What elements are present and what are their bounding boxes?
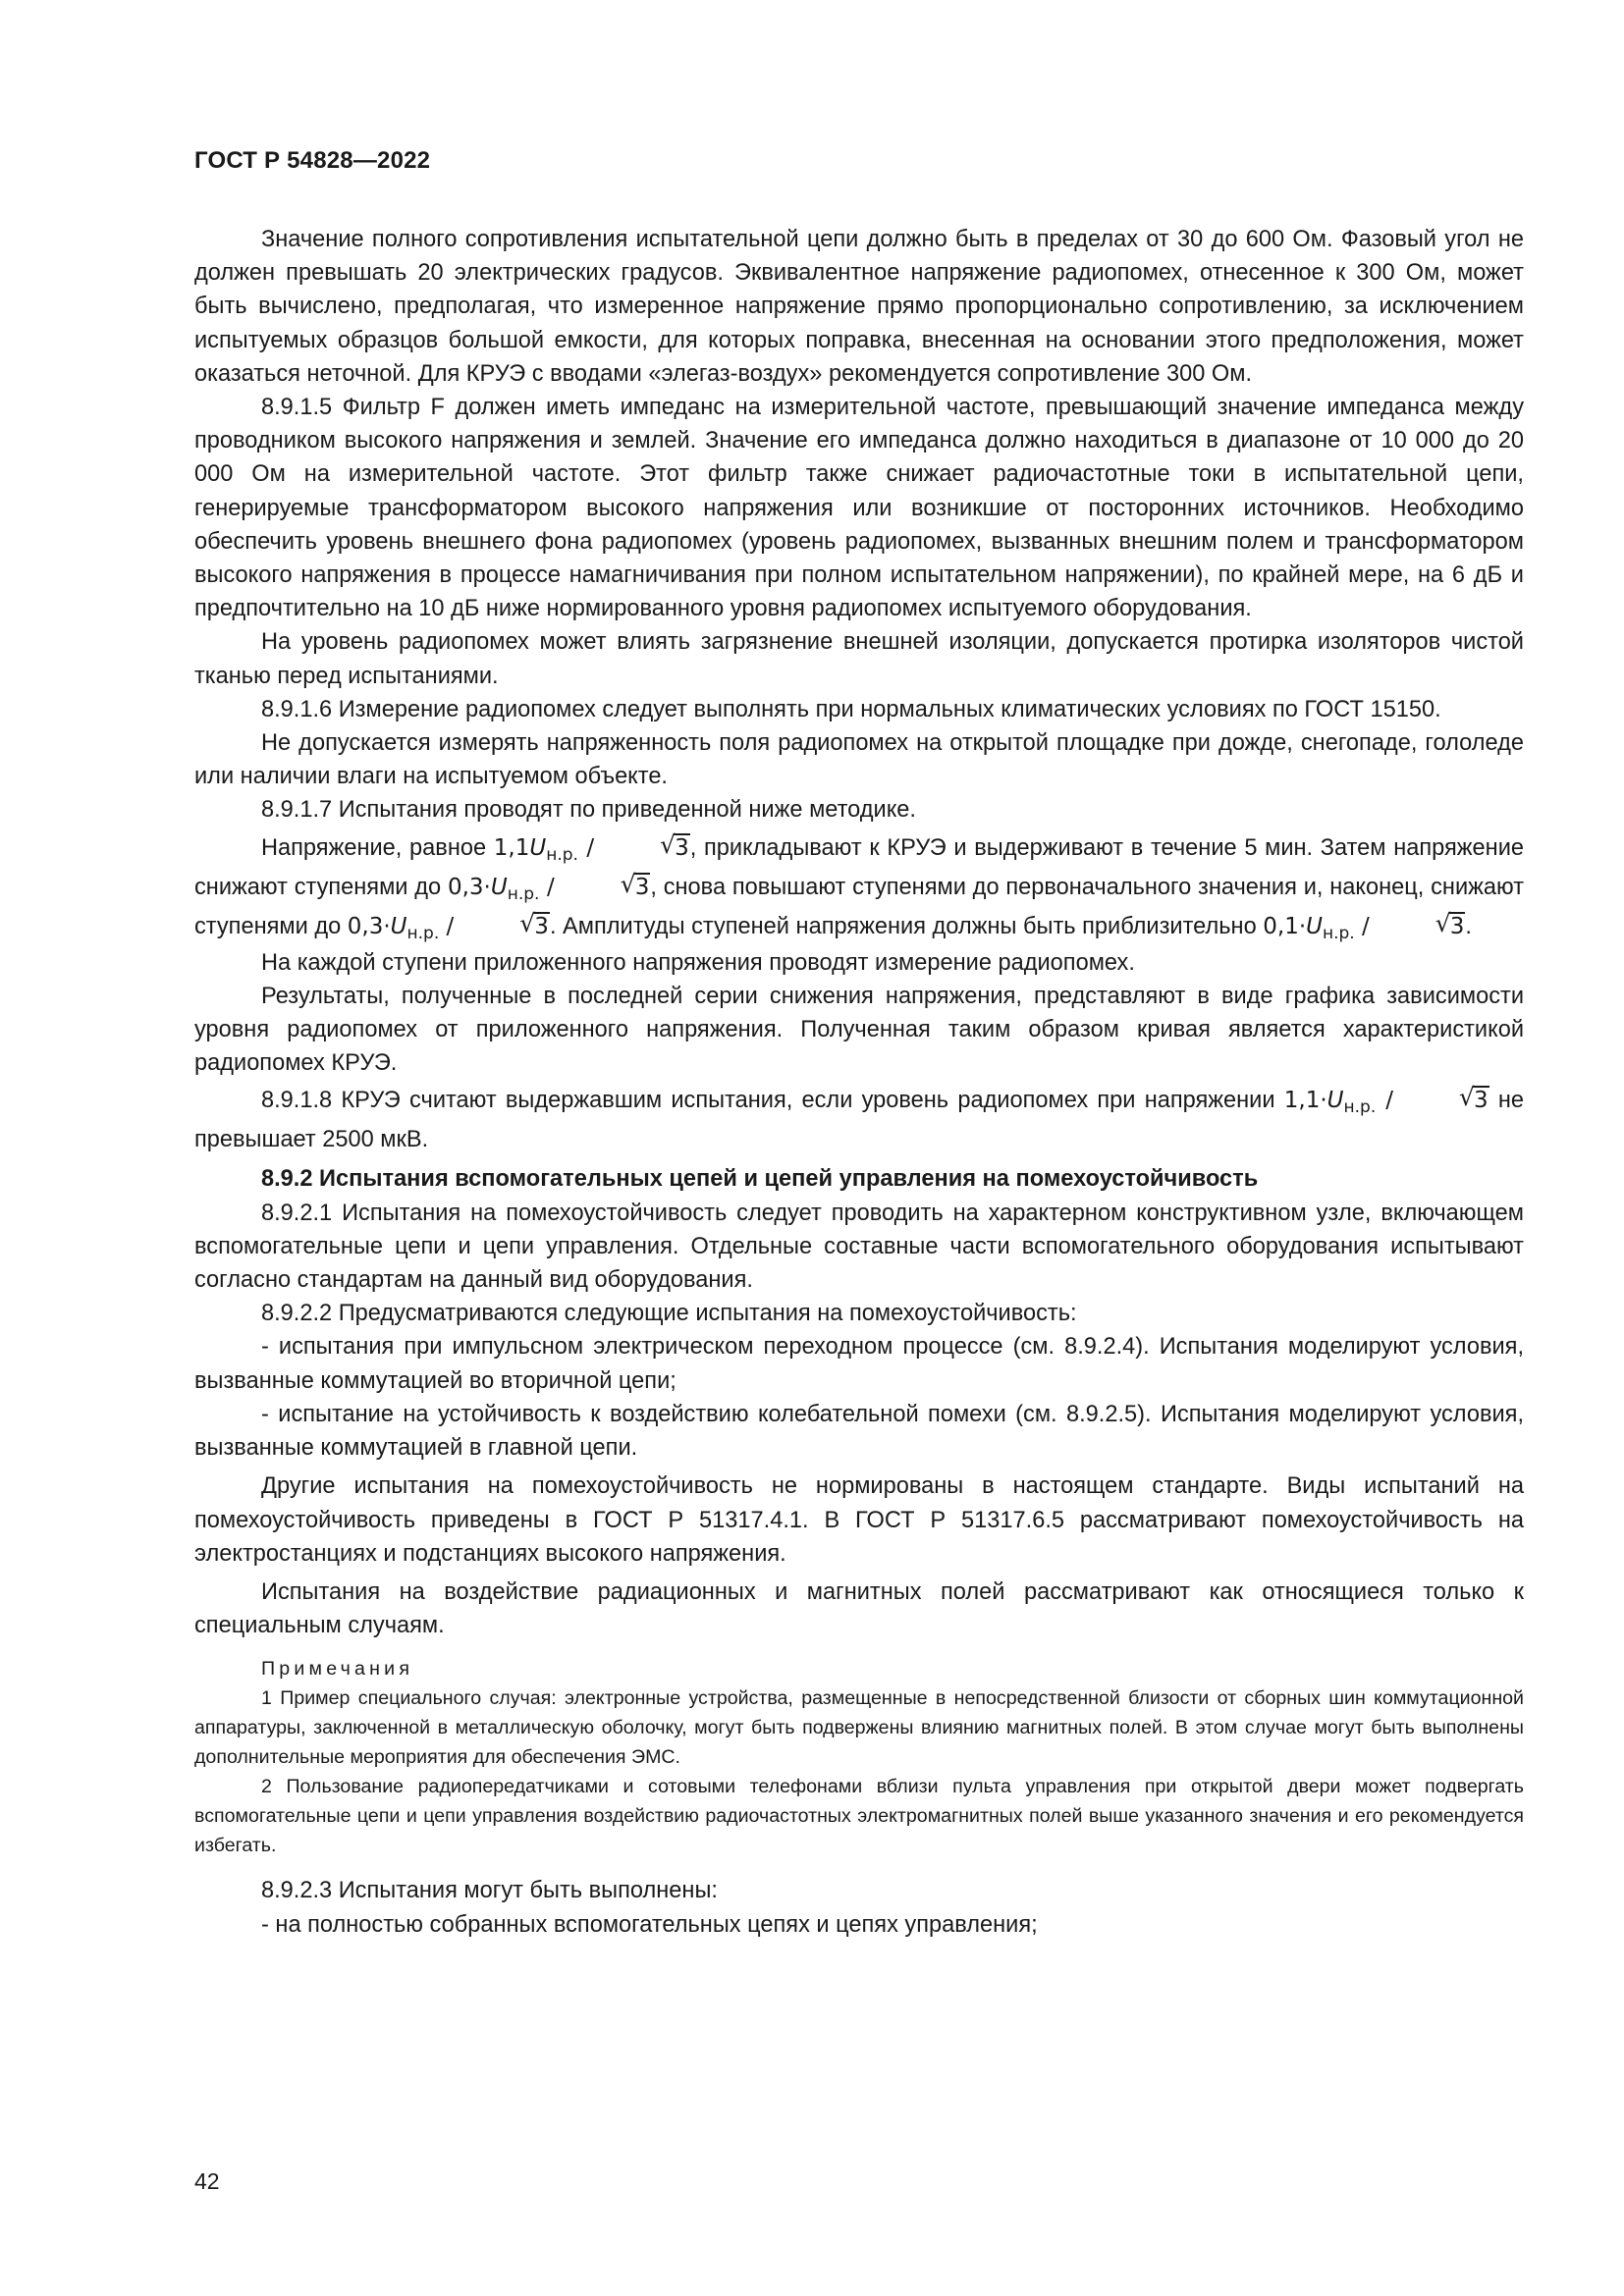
formula-coef: 0,3· [447,874,491,900]
formula-sub: н.р. [507,883,540,904]
text: Напряжение, равное [261,834,494,861]
paragraph: 8.9.2.1 Испытания на помехоустойчивость следует проводить на характерном конструктивном узле, включающем вспомогательные цепи и цепи управления. Отдельные составные части вспомогательного оборудования испытывают согласно стандартам на данный вид оборудования. [194,1200,1524,1294]
formula [1263,913,1465,943]
paragraph: На уровень радиопомех может влиять загрязнение внешней изоляции, допускается протирка изоляторов чистой тканью перед испытаниями. [194,629,1524,689]
section-heading: 8.9.2 Испытания вспомогательных цепей и цепей управления на помехоустойчивость [261,1166,1259,1193]
text: не превышает 2500 мкВ. [194,1088,1524,1153]
sqrt-sign [454,907,550,946]
formula [447,874,650,904]
text: , снова повышают ступенями до первоначального значения и, наконец, снижают ступенями до [194,874,1525,939]
formula-sub: н.р. [1323,923,1355,943]
document-body [194,223,1524,1942]
formula-coef: 1,1· [1283,1088,1327,1114]
formula-root: 3 [634,874,650,900]
formula-coef: 0,1· [1263,913,1307,939]
text: , прикладывают к КРУЭ и выдерживают в течение 5 мин. Затем напряжение снижают ступенями до [194,834,1525,900]
document-header: ГОСТ Р 54828—2022 [194,147,431,174]
formula-slash: / [446,913,455,939]
page-number: 42 [194,2168,220,2194]
formula [1283,1088,1489,1118]
formula-coef: 0,3· [347,913,391,939]
note-item: 1 Пример специального случая: электронные устройства, размещенные в непосредственной близости от сборных шин коммутационной аппаратуры, заключенной в металлическую оболочку, могут быть подвержены влиянию магнитных полей. В этом случае могут быть выполнены дополнительные мероприятия для обеспечения ЭМС. [194,1687,1524,1769]
notes-block [194,1654,1524,1860]
paragraph: 8.9.1.7 Испытания проводят по приведенной ниже методике. [261,797,916,824]
sqrt-sign [1393,1081,1489,1120]
text: 8.9.1.8 КРУЭ считают выдержавшим испытания, если уровень радиопомех при напряжении [261,1088,1284,1114]
formula-sub: н.р. [406,923,440,943]
formula-var: U [529,834,547,861]
list-item: - на полностью собранных вспомогательных цепях и цепях управления; [261,1911,1038,1938]
formula-slash: / [1362,913,1370,939]
sqrt-sign [1370,907,1466,946]
paragraph-with-formulas [194,828,1524,946]
sqrt-sign [555,868,651,907]
notes-title: Примечания [261,1658,414,1681]
note-item: 2 Пользование радиопередатчиками и сотовыми телефонами вблизи пульта управления при открытой двери может подвергать вспомогательные цепи и цепи управления воздействию радиочастотных электромагнитных полей выше указанного значения и его рекомендуется избегать. [194,1776,1524,1857]
formula-slash: / [586,834,595,861]
list-item: - испытания при импульсном электрическом переходном процессе (см. 8.9.2.4). Испытания моделируют условия, вызванные коммутацией во вторичной цепи; [194,1334,1524,1394]
paragraph: На каждой ступени приложенного напряжения проводят измерение радиопомех. [261,949,1135,976]
formula-var: U [490,874,508,900]
paragraph: 8.9.2.3 Испытания могут быть выполнены: [261,1878,718,1904]
paragraph: Результаты, полученные в последней серии снижения напряжения, представляют в виде графика зависимости уровня радиопомех от приложенного напряжения. Полученная таким образом кривая является характеристикой радиопомех КРУЭ. [194,983,1524,1077]
formula-root: 3 [1473,1088,1489,1114]
paragraph: Испытания на воздействие радиационных и магнитных полей рассматривают как относящиеся только к специальным случаям. [194,1578,1524,1639]
paragraph: 8.9.1.6 Измерение радиопомех следует выполнять при нормальных климатических условиях по ГОСТ 15150. [261,696,1441,722]
list-item: - испытание на устойчивость к воздействию колебательной помехи (см. 8.9.2.5). Испытания моделируют условия, вызванные коммутацией в главной цепи. [194,1401,1524,1462]
formula-sub: н.р. [1343,1097,1377,1118]
formula-slash: / [546,874,555,900]
text: . [1465,913,1472,939]
sqrt-sign [594,828,690,868]
formula-root: 3 [534,913,549,939]
formula-slash: / [1385,1088,1393,1114]
formula-root: 3 [675,834,689,861]
paragraph-with-formula [194,1081,1524,1159]
paragraph: Другие испытания на помехоустойчивость не нормированы в настоящем стандарте. Виды испытаний на помехоустойчивость приведены в ГОСТ Р 51317.4.1. В ГОСТ Р 51317.6.5 рассматривают помехоустойчивость на электростанциях и подстанциях высокого напряжения. [194,1473,1524,1567]
paragraph: 8.9.1.5 Фильтр F должен иметь импеданс на измерительной частоте, превышающий значение импеданса между проводником высокого напряжения и землей. Значение его импеданса должно находиться в диапазоне от 10 000 до 20 000 Ом на измерительной частоте. Этот фильтр также снижает радиочастотные токи в испытательной цепи, генерируемые трансформатором высокого напряжения или возникшие от посторонних источников. Необходимо обеспечить уровень внешнего фона радиопомех (уровень радиопомех, вызванных внешним полем и трансформатором высокого напряжения в процессе намагничивания при полном испытательном напряжении), по крайней мере, на 6 дБ и предпочтительно на 10 дБ ниже нормированного уровня радиопомех испытуемого оборудования. [194,395,1524,622]
formula-root: 3 [1449,913,1465,939]
formula [347,913,550,943]
paragraph: Значение полного сопротивления испытательной цепи должно быть в пределах от 30 до 600 Ом. Фазовый угол не должен превышать 20 электрических градусов. Эквивалентное напряжение радиопомех, отнесенное к 300 Ом, может быть вычислено, предполагая, что измеренное напряжение прямо пропорционально сопротивлению, за исключением испытуемых образцов большой емкости, для которых поправка, внесенная на основании этого предположения, может оказаться неточной. Для КРУЭ с вводами «элегаз-воздух» рекомендуется сопротивление 300 Ом. [194,227,1524,387]
formula-var: U [1326,1088,1344,1114]
formula-coef: 1,1 [493,834,530,861]
paragraph: Не допускается измерять напряженность поля радиопомех на открытой площадке при дожде, снегопаде, гололеде или наличии влаги на испытуемом объекте. [194,730,1524,790]
formula-var: U [1306,913,1323,939]
formula-var: U [390,913,407,939]
formula [493,834,690,865]
text: . Амплитуды ступеней напряжения должны быть приблизительно [549,913,1264,939]
paragraph: 8.9.2.2 Предусматриваются следующие испытания на помехоустойчивость: [261,1301,1077,1327]
formula-sub: н.р. [546,844,578,865]
